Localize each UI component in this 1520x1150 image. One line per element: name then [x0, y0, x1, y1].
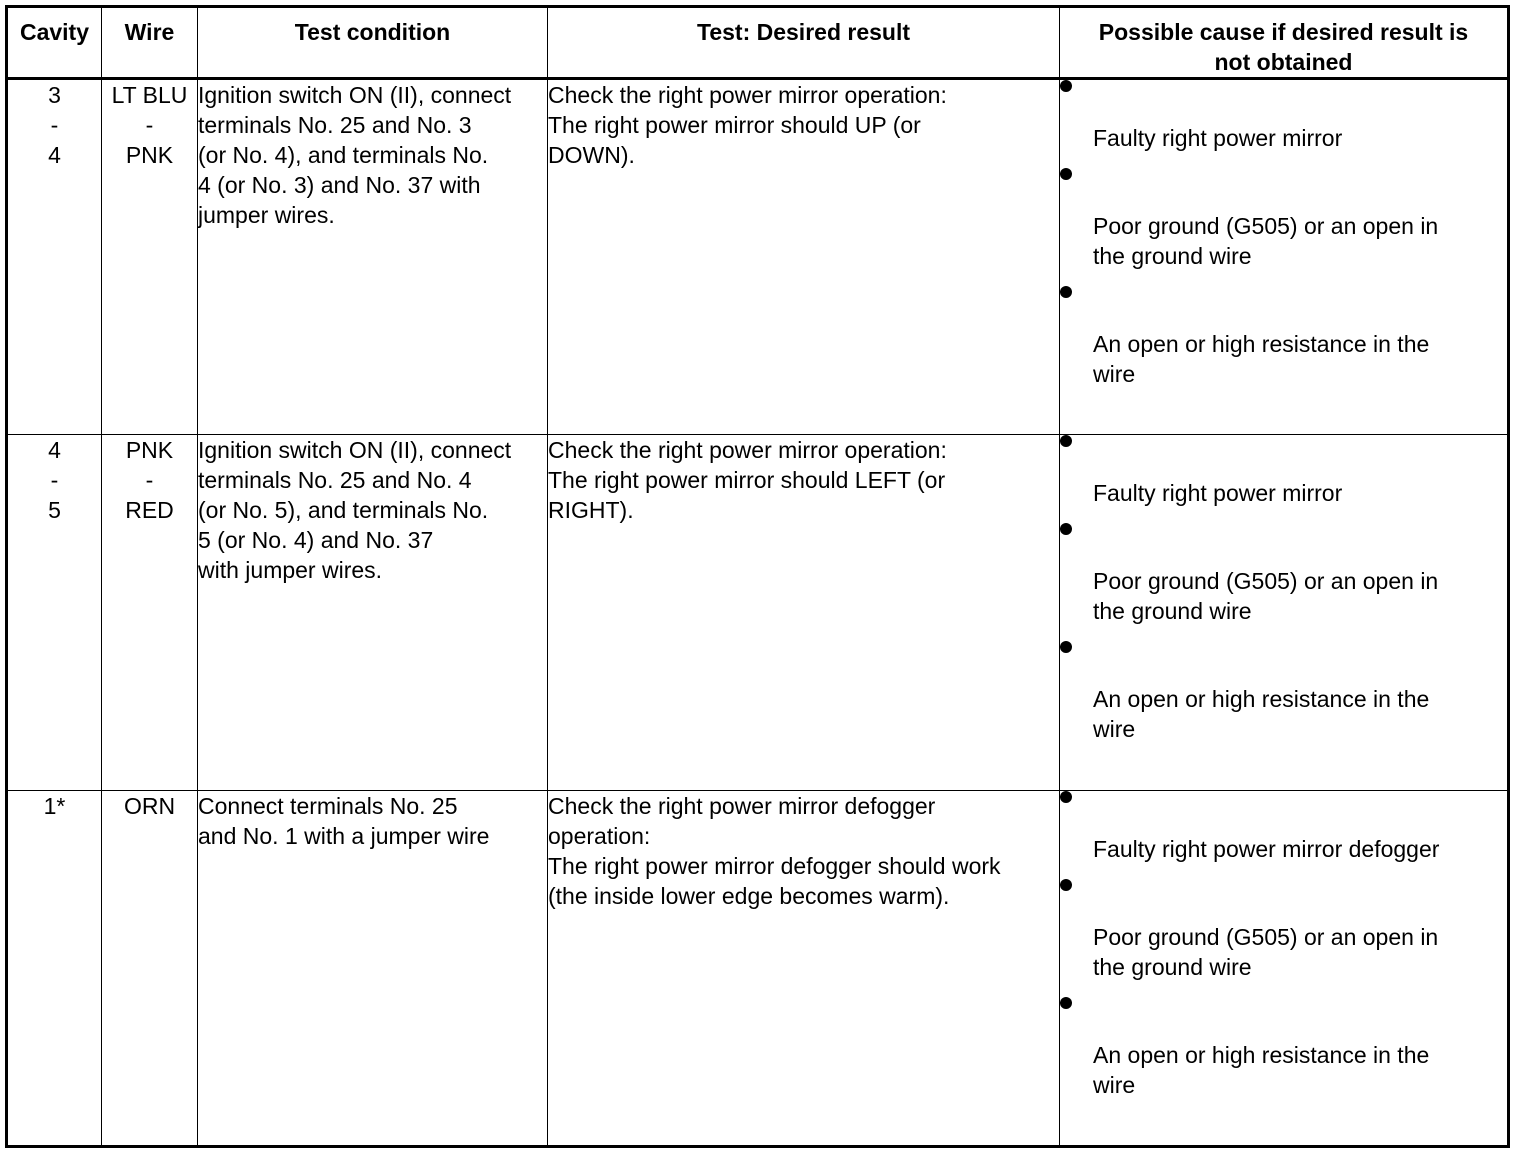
bullet-icon: [1060, 168, 1072, 180]
bullet-icon: [1060, 997, 1072, 1009]
desired-result-cell-line: The right power mirror should UP (or: [548, 112, 921, 138]
desired-result-cell-line: The right power mirror defogger should work: [548, 853, 1001, 879]
cause-text: [1093, 435, 1507, 508]
header-test-condition: Test condition: [198, 7, 548, 79]
cause-text-line: wire: [1093, 361, 1136, 387]
cause-text-line: Faulty right power mirror defogger: [1093, 836, 1440, 862]
cause-text-line: Poor ground (G505) or an open in: [1093, 213, 1439, 239]
cavity-cell-line: -: [50, 467, 59, 493]
cause-text-line: An open or high resistance in the: [1093, 1042, 1430, 1068]
desired-result-cell-line: The right power mirror should LEFT (or: [548, 467, 946, 493]
wire-cell: [102, 79, 198, 435]
header-row: [7, 7, 1509, 79]
cause-text: [1093, 286, 1507, 389]
wire-cell-line: LT BLU: [111, 82, 188, 108]
header-wire: Wire: [102, 7, 198, 79]
desired-result-cell-line: Check the right power mirror defogger: [548, 793, 936, 819]
test-condition-cell-line: with jumper wires.: [198, 557, 383, 583]
cause-text: [1093, 879, 1507, 982]
cause-text-line: wire: [1093, 1072, 1136, 1098]
header-possible-cause-line1: Possible cause if desired result is: [1098, 19, 1469, 45]
desired-result-cell: [548, 435, 1060, 791]
bullet-icon: [1060, 286, 1072, 298]
possible-cause-cell: [1060, 791, 1509, 1147]
wire-cell-line: PNK: [125, 437, 174, 463]
test-condition-cell-line: (or No. 5), and terminals No.: [198, 497, 489, 523]
test-condition-cell-line: Ignition switch ON (II), connect: [198, 82, 512, 108]
desired-result-cell: [548, 791, 1060, 1147]
cause-text: [1093, 523, 1507, 626]
cause-item: [1060, 435, 1507, 508]
cause-text-line: Poor ground (G505) or an open in: [1093, 568, 1439, 594]
cause-item: [1060, 641, 1507, 744]
cavity-cell: [7, 791, 102, 1147]
cause-text-line: Poor ground (G505) or an open in: [1093, 924, 1439, 950]
bullet-icon: [1060, 435, 1072, 447]
header-cavity: Cavity: [7, 7, 102, 79]
desired-result-cell-line: Check the right power mirror operation:: [548, 82, 947, 108]
test-condition-cell: [198, 79, 548, 435]
desired-result-cell-line: RIGHT).: [548, 497, 634, 523]
test-condition-cell: [198, 791, 548, 1147]
cause-item: [1060, 791, 1507, 864]
cause-item: [1060, 523, 1507, 626]
bullet-icon: [1060, 641, 1072, 653]
header-possible-cause: [1060, 7, 1509, 79]
desired-result-cell: [548, 79, 1060, 435]
cause-text: [1093, 641, 1507, 744]
cause-text-line: Faulty right power mirror: [1093, 125, 1343, 151]
cause-item: [1060, 80, 1507, 153]
cavity-cell-line: -: [50, 112, 59, 138]
desired-result-cell-line: Check the right power mirror operation:: [548, 437, 947, 463]
cause-item: [1060, 879, 1507, 982]
wire-cell: [102, 791, 198, 1147]
cavity-cell-line: 1*: [43, 793, 66, 819]
bullet-icon: [1060, 879, 1072, 891]
cause-text: [1093, 80, 1507, 153]
possible-cause-cell: [1060, 79, 1509, 435]
test-condition-cell-line: (or No. 4), and terminals No.: [198, 142, 489, 168]
cavity-cell-line: 4: [48, 142, 61, 168]
bullet-icon: [1060, 80, 1072, 92]
wire-cell-line: -: [145, 112, 154, 138]
cause-item: [1060, 286, 1507, 389]
test-condition-cell-line: 4 (or No. 3) and No. 37 with: [198, 172, 481, 198]
cavity-cell-line: 4: [48, 437, 61, 463]
bullet-icon: [1060, 791, 1072, 803]
test-condition-cell-line: terminals No. 25 and No. 3: [198, 112, 472, 138]
cause-item: [1060, 997, 1507, 1100]
diagnostic-table: [5, 5, 1510, 1148]
cause-item: [1060, 168, 1507, 271]
header-possible-cause-line2: not obtained: [1214, 49, 1353, 75]
cause-text-line: wire: [1093, 716, 1136, 742]
table-row: [7, 435, 1509, 791]
test-condition-cell-line: 5 (or No. 4) and No. 37: [198, 527, 434, 553]
wire-cell-line: ORN: [123, 793, 176, 819]
wire-cell: [102, 435, 198, 791]
test-condition-cell: [198, 435, 548, 791]
cause-text: [1093, 997, 1507, 1100]
cause-text-line: An open or high resistance in the: [1093, 331, 1430, 357]
cavity-cell: [7, 435, 102, 791]
cause-text-line: An open or high resistance in the: [1093, 686, 1430, 712]
cause-text: [1093, 168, 1507, 271]
cause-text-line: the ground wire: [1093, 243, 1252, 269]
test-condition-cell-line: jumper wires.: [198, 202, 335, 228]
cavity-cell: [7, 79, 102, 435]
cause-text-line: the ground wire: [1093, 954, 1252, 980]
wire-cell-line: RED: [125, 497, 174, 523]
cavity-cell-line: 3: [48, 82, 61, 108]
table-row: [7, 79, 1509, 435]
cause-text-line: Faulty right power mirror: [1093, 480, 1343, 506]
table-row: [7, 791, 1509, 1147]
test-condition-cell-line: Ignition switch ON (II), connect: [198, 437, 512, 463]
test-condition-cell-line: terminals No. 25 and No. 4: [198, 467, 472, 493]
cause-text-line: the ground wire: [1093, 598, 1252, 624]
wire-cell-line: -: [145, 467, 154, 493]
wire-cell-line: PNK: [125, 142, 174, 168]
cause-text: [1093, 791, 1507, 864]
possible-cause-cell: [1060, 435, 1509, 791]
cavity-cell-line: 5: [48, 497, 61, 523]
desired-result-cell-line: (the inside lower edge becomes warm).: [548, 883, 950, 909]
desired-result-cell-line: operation:: [548, 823, 651, 849]
test-condition-cell-line: and No. 1 with a jumper wire: [198, 823, 490, 849]
test-condition-cell-line: Connect terminals No. 25: [198, 793, 458, 819]
desired-result-cell-line: DOWN).: [548, 142, 635, 168]
bullet-icon: [1060, 523, 1072, 535]
header-desired-result: Test: Desired result: [548, 7, 1060, 79]
